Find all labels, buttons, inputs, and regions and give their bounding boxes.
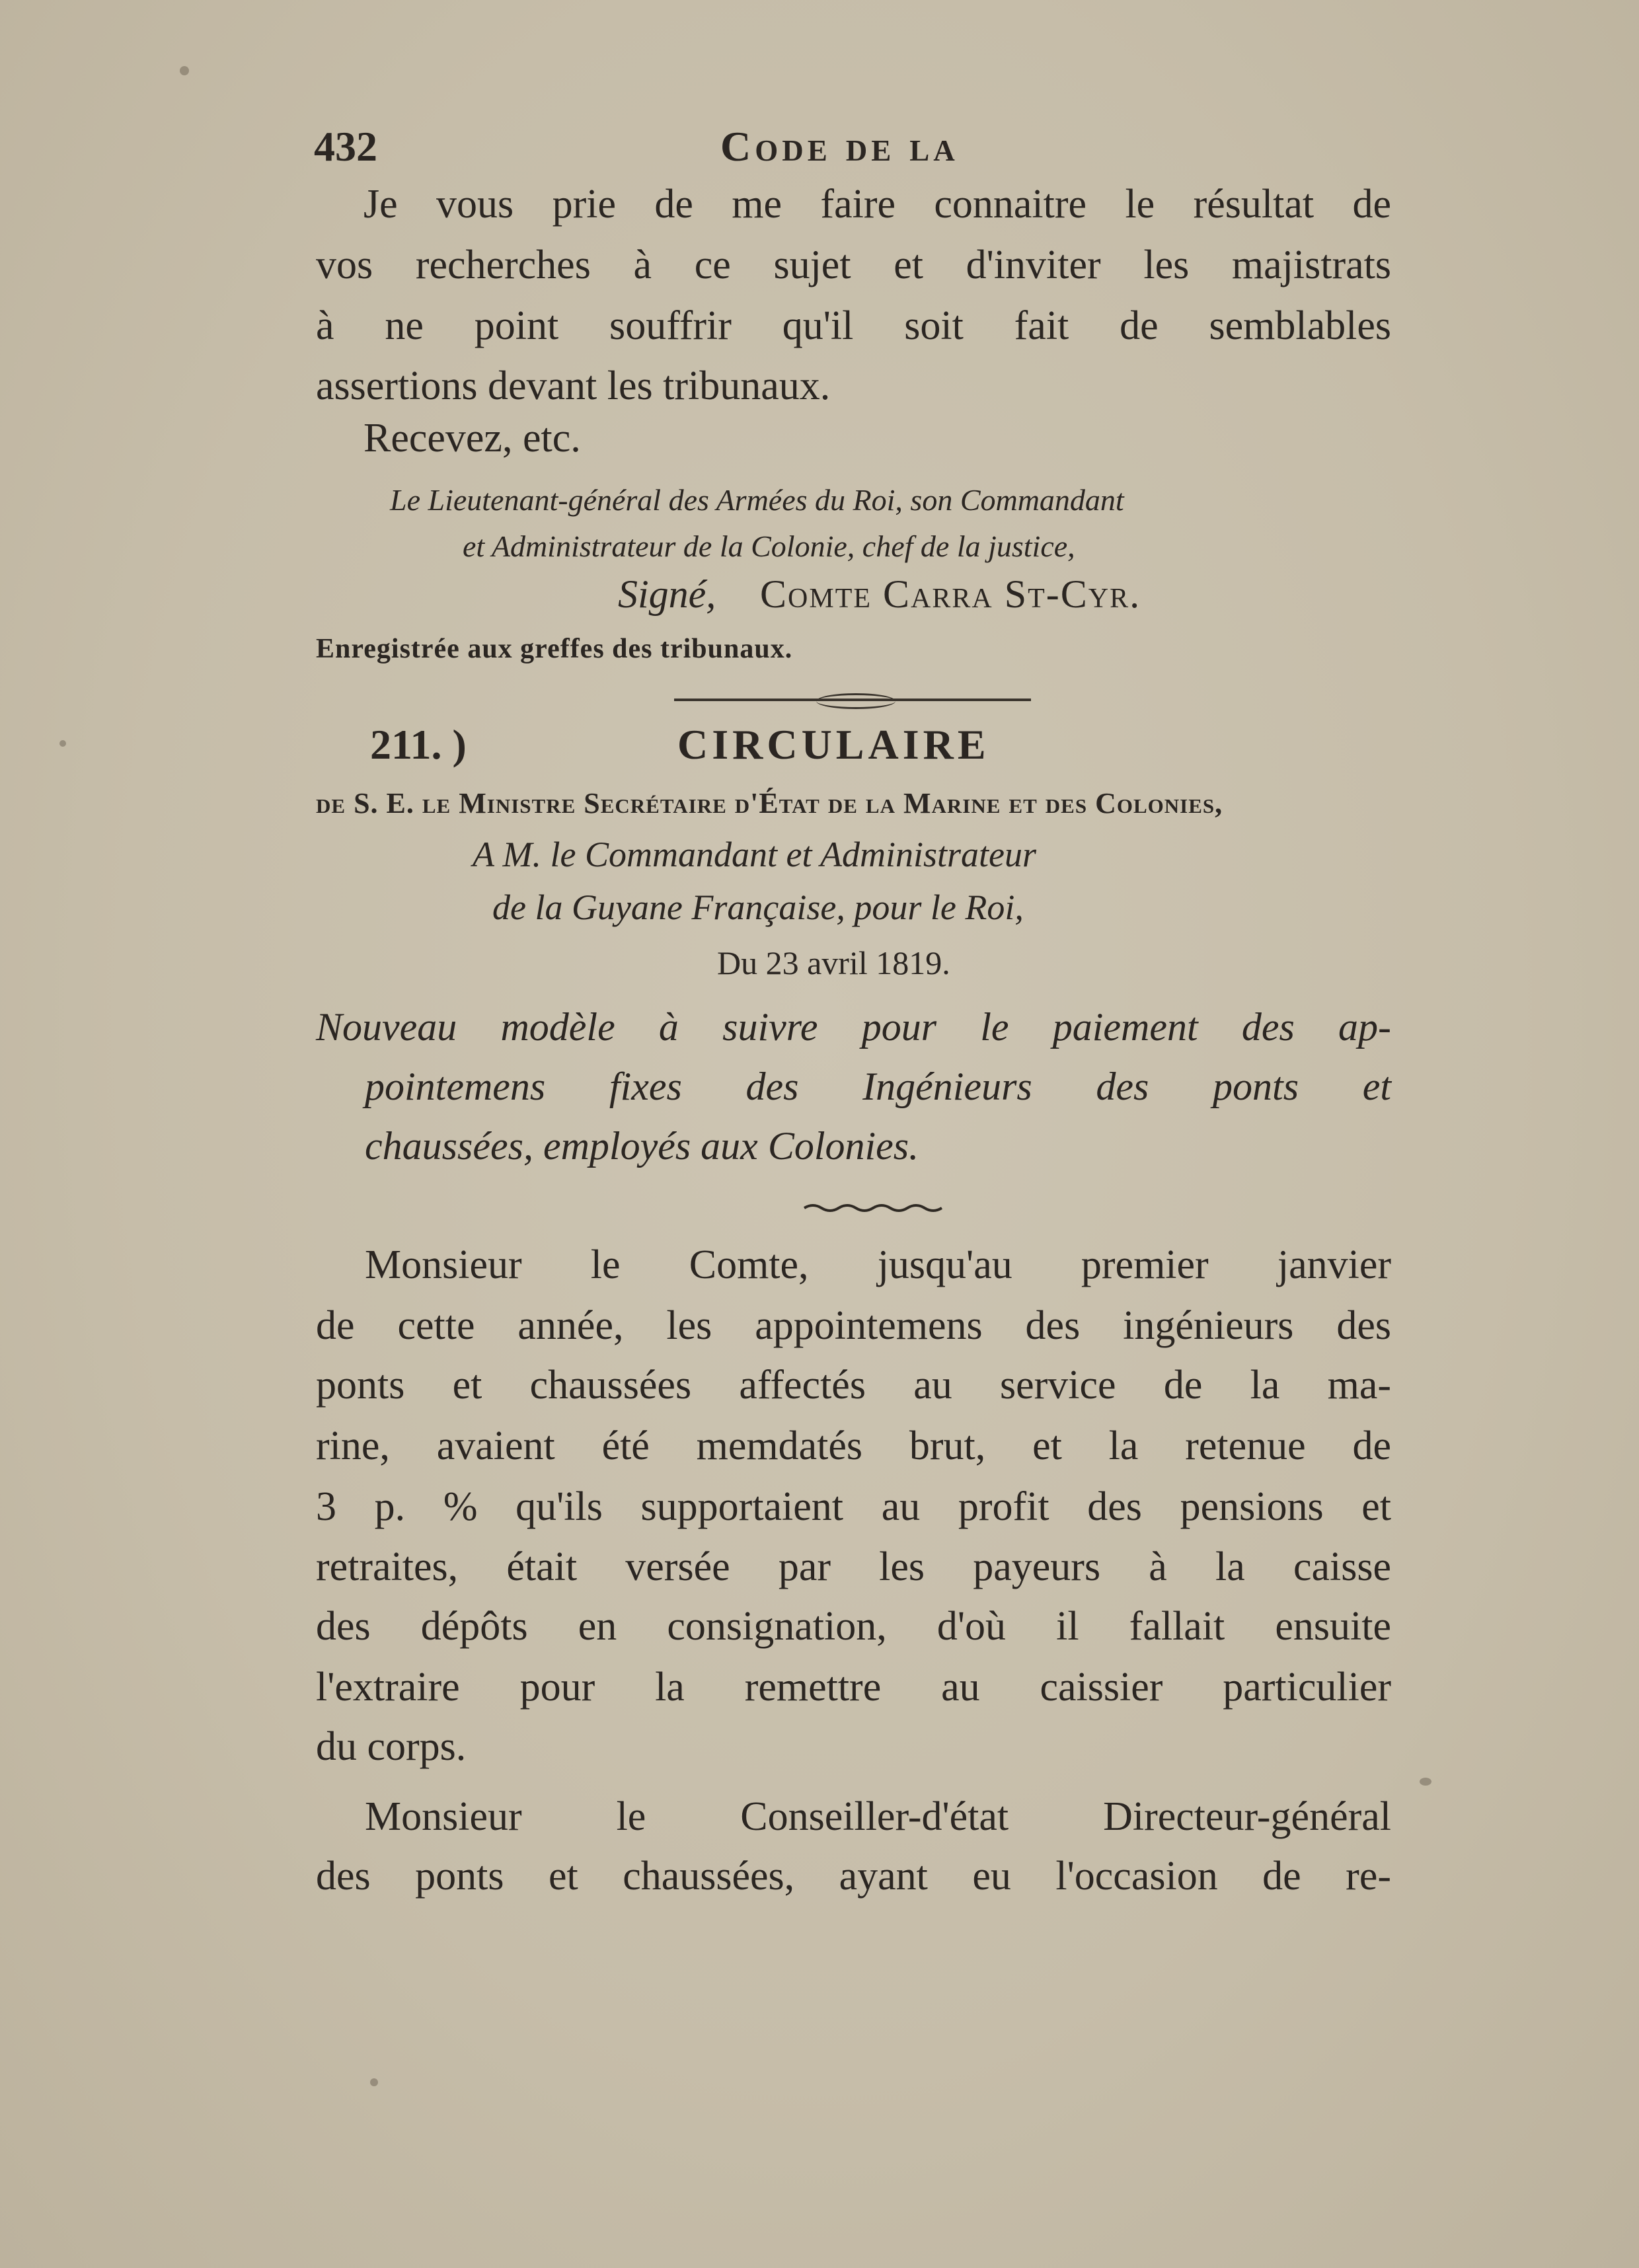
closing-line: Recevez, etc.: [363, 416, 581, 461]
text-line: ponts et chaussées affectés au service de la ma-: [316, 1363, 1391, 1408]
section-number: 211. ): [370, 721, 467, 768]
text-line: assertions devant les tribunaux.: [316, 363, 831, 408]
page-number: 432: [314, 123, 377, 170]
text-line: Je vous prie de me faire connaitre le résultat de: [363, 182, 1391, 227]
subject-line: pointemens fixes des Ingénieurs des ponts et: [365, 1065, 1391, 1108]
text-line: de cette année, les appointemens des ingénieurs des: [316, 1303, 1391, 1348]
section-title: CIRCULAIRE: [677, 721, 990, 768]
text-line: des ponts et chaussées, ayant eu l'occasion de re-: [316, 1854, 1391, 1899]
subject-line: chaussées, employés aux Colonies.: [365, 1124, 919, 1168]
circular-date: Du 23 avril 1819.: [717, 944, 950, 981]
wave-ornament: [803, 1201, 948, 1215]
text-line: vos recherches à ce sujet et d'inviter les majistrats: [316, 243, 1391, 287]
paper-speck: [370, 2078, 378, 2086]
text-line: l'extraire pour la remettre au caissier particulier: [316, 1665, 1391, 1710]
signed-label: Signé,: [618, 572, 716, 616]
signature-title-line: Le Lieutenant-général des Armées du Roi, son Commandant: [390, 483, 1124, 517]
paper-speck: [180, 66, 189, 75]
text-line: Monsieur le Comte, jusqu'au premier janvier: [365, 1242, 1391, 1287]
text-line: 3 p. % qu'ils supportaient au profit des pensions et: [316, 1484, 1391, 1529]
text-line: à ne point souffrir qu'il soit fait de semblables: [316, 303, 1391, 348]
signature-title-line: et Administrateur de la Colonie, chef de la justice,: [463, 529, 1075, 563]
text-line: Monsieur le Conseiller-d'état Directeur-général: [365, 1794, 1391, 1839]
sender-line: de S. E. le Ministre Secrétaire d'État de la Marine et des Colonies,: [316, 787, 1223, 819]
text-line: des dépôts en consignation, d'où il fallait ensuite: [316, 1604, 1391, 1649]
text-line: retraites, était versée par les payeurs à la caisse: [316, 1544, 1391, 1589]
recipient-line: A M. le Commandant et Administrateur: [473, 835, 1036, 874]
text-line: rine, avaient été memdatés brut, et la retenue de: [316, 1423, 1391, 1468]
running-title: Code de la: [720, 123, 959, 170]
subject-line: Nouveau modèle à suivre pour le paiement des ap-: [316, 1005, 1391, 1049]
registration-note: Enregistrée aux greffes des tribunaux.: [316, 634, 793, 664]
paper-speck: [59, 740, 66, 747]
text-line: du corps.: [316, 1724, 467, 1769]
paper-speck: [1420, 1778, 1431, 1786]
signatory-name: Comte Carra St-Cyr.: [760, 572, 1141, 616]
recipient-line: de la Guyane Française, pour le Roi,: [492, 888, 1024, 927]
divider-ornament: [816, 693, 896, 709]
